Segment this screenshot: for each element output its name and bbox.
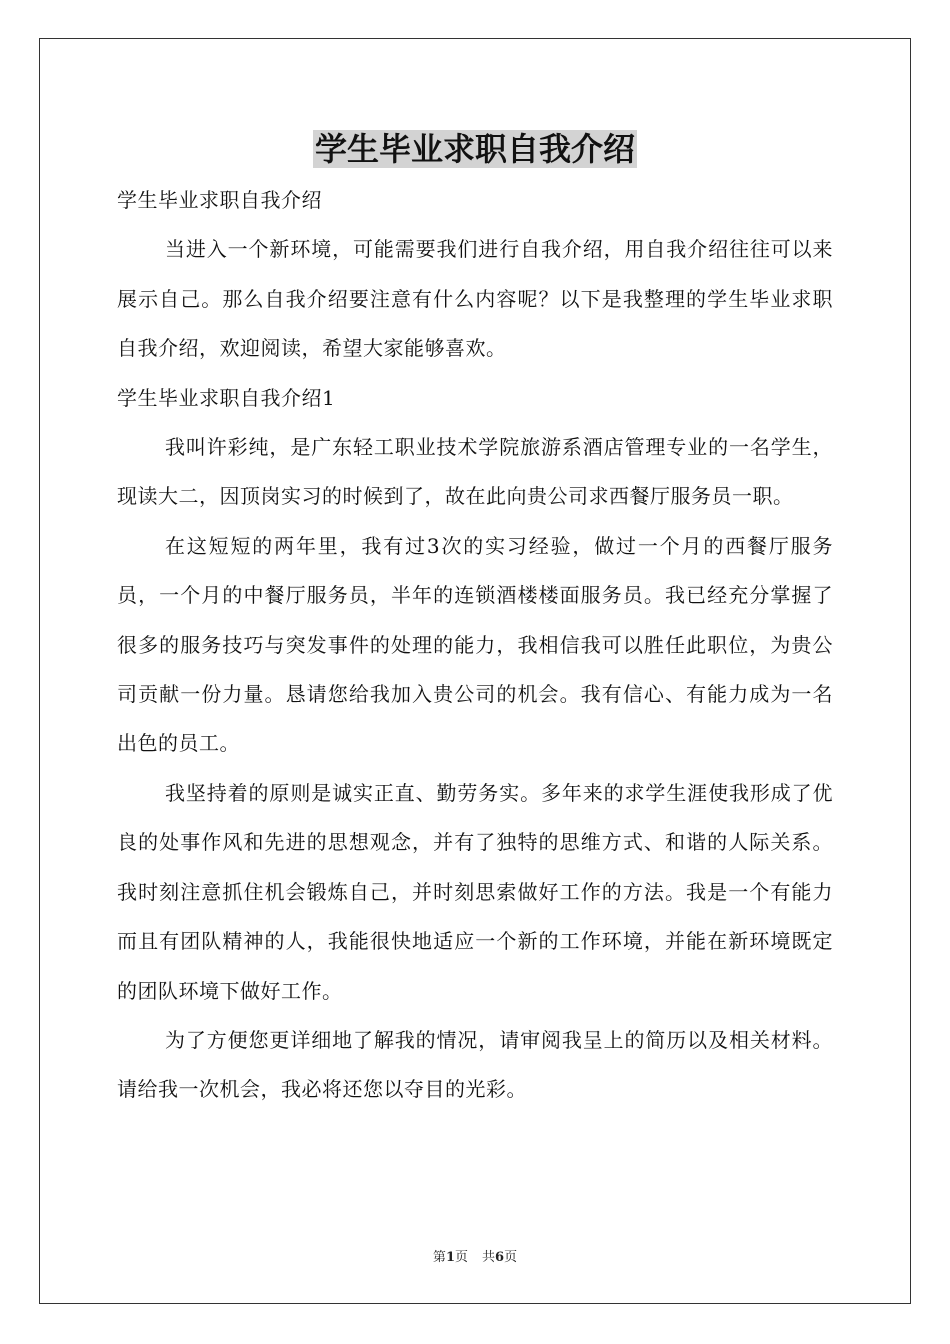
total-pages-prefix: 共 (482, 1250, 496, 1265)
current-page-number: 1 (445, 1250, 455, 1265)
total-pages-suffix: 页 (504, 1250, 518, 1265)
page-number-prefix: 第 (432, 1250, 446, 1265)
document-title (0, 126, 950, 172)
body-paragraph: 我叫许彩纯，是广东轻工职业技术学院旅游系酒店管理专业的一名学生，现读大二，因顶岗实习的时候到了，故在此向贵公司求西餐厅服务员一职。 (117, 435, 833, 509)
body-paragraph: 我坚持着的原则是诚实正直、勤劳务实。多年来的求学生涯使我形成了优良的处事作风和先进的思想观念，并有了独特的思维方式、和谐的人际关系。我时刻注意抓住机会锻炼自己，并时刻思索做好工作的方法。我是一个有能力而且有团队精神的人，我能很快地适应一个新的工作环境，并能在新环境既定的团队环境下做好工作。 (117, 780, 833, 1003)
page-number-suffix: 页 (454, 1250, 468, 1265)
total-pages-number: 6 (495, 1250, 505, 1265)
section-heading: 学生毕业求职自我介绍1 (117, 385, 336, 410)
intro-paragraph: 当进入一个新环境，可能需要我们进行自我介绍，用自我介绍往往可以来展示自己。那么自我介绍要注意有什么内容呢？以下是我整理的学生毕业求职自我介绍，欢迎阅读，希望大家能够喜欢。 (117, 237, 833, 361)
page-footer (0, 1246, 950, 1265)
document-body (117, 176, 833, 1115)
section-heading: 学生毕业求职自我介绍 (117, 188, 322, 212)
body-paragraph: 为了方便您更详细地了解我的情况，请审阅我呈上的简历以及相关材料。请给我一次机会，我必将还您以夺目的光彩。 (117, 1027, 833, 1102)
body-paragraph: 在这短短的两年里，我有过3次的实习经验，做过一个月的西餐厅服务员，一个月的中餐厅服务员，半年的连锁酒楼楼面服务员。我已经充分掌握了很多的服务技巧与突发事件的处理的能力，我相信我可以胜任此职位，为贵公司贡献一份力量。恳请您给我加入贵公司的机会。我有信心、有能力成为一名出色的员工。 (117, 533, 833, 756)
document-title-text: 学生毕业求职自我介绍 (314, 130, 635, 168)
